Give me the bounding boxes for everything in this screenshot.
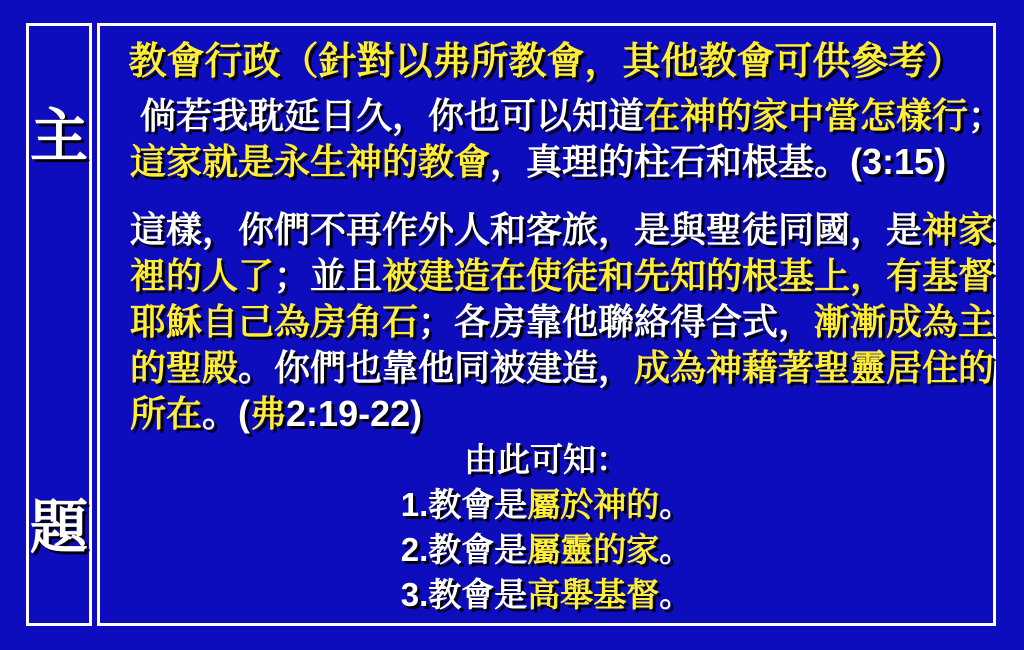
slide-content-panel: [97, 23, 1005, 626]
slide-title: 教會行政（針對以弗所教會，其他教會可供參考）: [128, 41, 965, 83]
sidebar-char-bottom: 題: [29, 495, 88, 560]
sidebar-char-top: 主: [29, 104, 88, 169]
text-run-white: 。(: [202, 393, 251, 434]
scripture-paragraph-1: [110, 93, 1005, 185]
text-run-white: 。: [659, 531, 693, 568]
text-line: [110, 527, 983, 572]
text-run-yellow: 所在: [130, 393, 203, 434]
text-run-white: 。: [659, 576, 693, 613]
text-run-yellow: 被建造在使徒和先知的根基上，有基督: [382, 255, 995, 296]
text-run-yellow: 成為神藉著聖靈居住的: [634, 347, 995, 388]
text-run-white: 3.教會是: [400, 576, 528, 613]
text-run-yellow: 在神的家中當怎樣行: [644, 95, 969, 136]
text-run-white: (3:15): [850, 141, 947, 182]
text-run-yellow: 耶穌自己為房角石: [130, 301, 419, 342]
text-run-yellow: 屬靈的家: [527, 531, 660, 568]
conclusion-list: [110, 482, 983, 617]
text-line: [110, 482, 983, 527]
conclusion-section: [110, 437, 983, 617]
text-run-white: ，真理的柱石和根基。: [490, 141, 851, 182]
text-run-yellow: 裡的人了: [130, 255, 275, 296]
text-run-yellow: 這家就是永生神的教會: [130, 141, 491, 182]
text-run-white: 倘若我耽延日久，你也可以知道: [130, 95, 645, 136]
text-run-white: 。: [659, 486, 693, 523]
text-run-yellow: 神家: [922, 209, 995, 250]
text-run-yellow: 漸漸成為主: [814, 301, 995, 342]
text-line: [130, 253, 995, 299]
text-line: [130, 93, 1005, 139]
text-line: [130, 345, 995, 391]
text-run-white: ；各房靠他聯絡得合式，: [418, 301, 815, 342]
text-run-white: 這樣，你們不再作外人和客旅，是與聖徒同國，是: [130, 209, 923, 250]
topic-sidebar: [26, 23, 92, 626]
conclusion-heading: 由此可知：: [464, 441, 629, 478]
text-run-yellow: 弗: [250, 393, 287, 434]
text-line: [130, 391, 983, 437]
text-line: [130, 207, 995, 253]
text-run-white: ；: [968, 95, 1005, 136]
text-run-yellow: 的聖殿: [130, 347, 239, 388]
scripture-paragraph-2: [110, 207, 995, 437]
text-line: [110, 572, 983, 617]
text-run-white: 。你們也靠他同被建造，: [238, 347, 635, 388]
text-run-yellow: 高舉基督: [527, 576, 660, 613]
text-run-white: 2.教會是: [400, 531, 528, 568]
text-run-white: ；並且: [274, 255, 383, 296]
text-run-yellow: 屬於神的: [527, 486, 660, 523]
text-run-white: 1.教會是: [400, 486, 528, 523]
text-line: [130, 139, 983, 185]
text-line: [130, 299, 995, 345]
text-run-white: 2:19-22): [286, 393, 423, 434]
